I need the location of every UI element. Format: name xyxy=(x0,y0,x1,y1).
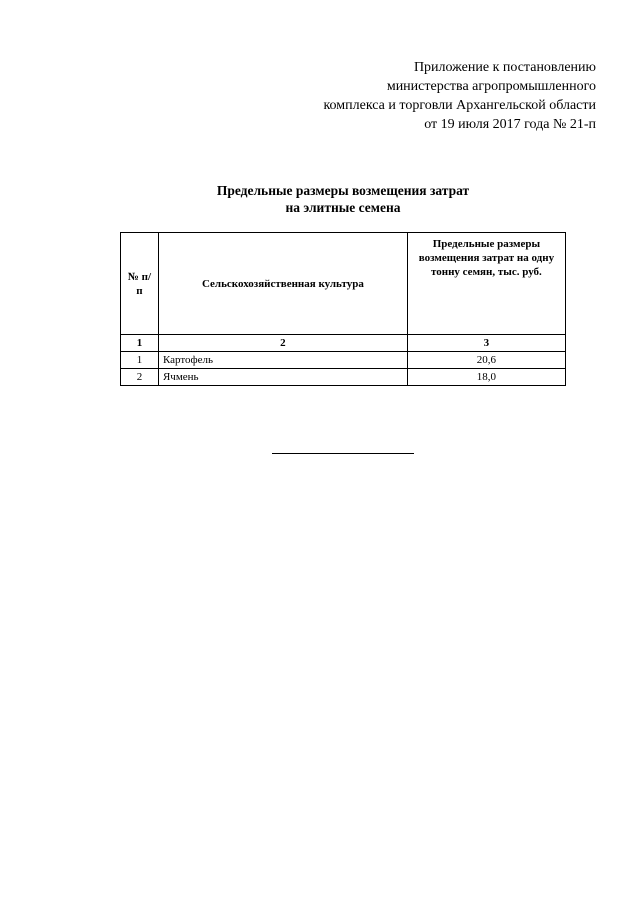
header-line: комплекса и торговли Архангельской области xyxy=(323,98,596,113)
header-crop: Сельскохозяйственная культура xyxy=(158,233,407,335)
column-number: 2 xyxy=(158,335,407,352)
row-crop: Ячмень xyxy=(158,369,407,386)
row-num: 1 xyxy=(121,352,159,369)
title-line-2: на элитные семена xyxy=(285,200,401,215)
row-num: 2 xyxy=(121,369,159,386)
column-number: 1 xyxy=(121,335,159,352)
title-line-1: Предельные размеры возмещения затрат xyxy=(216,183,470,198)
column-number: 3 xyxy=(407,335,565,352)
column-number-row xyxy=(121,335,566,352)
header-limit: Предельные размеры возмещения затрат на одну тонну семян, тыс. руб. xyxy=(407,233,565,335)
closing-rule xyxy=(272,453,414,454)
header-line: Приложение к постановлению xyxy=(413,60,596,75)
table-header-row xyxy=(121,233,566,335)
header-line: от 19 июля 2017 года № 21-п xyxy=(424,117,596,132)
row-value: 20,6 xyxy=(407,352,565,369)
document-header xyxy=(196,58,596,134)
table-row xyxy=(121,369,566,386)
row-crop: Картофель xyxy=(158,352,407,369)
document-title xyxy=(120,182,566,216)
row-value: 18,0 xyxy=(407,369,565,386)
table-row xyxy=(121,352,566,369)
header-line: министерства агропромышленного xyxy=(386,79,596,94)
header-num: № п/п xyxy=(121,233,159,335)
cost-limits-table xyxy=(120,232,566,386)
